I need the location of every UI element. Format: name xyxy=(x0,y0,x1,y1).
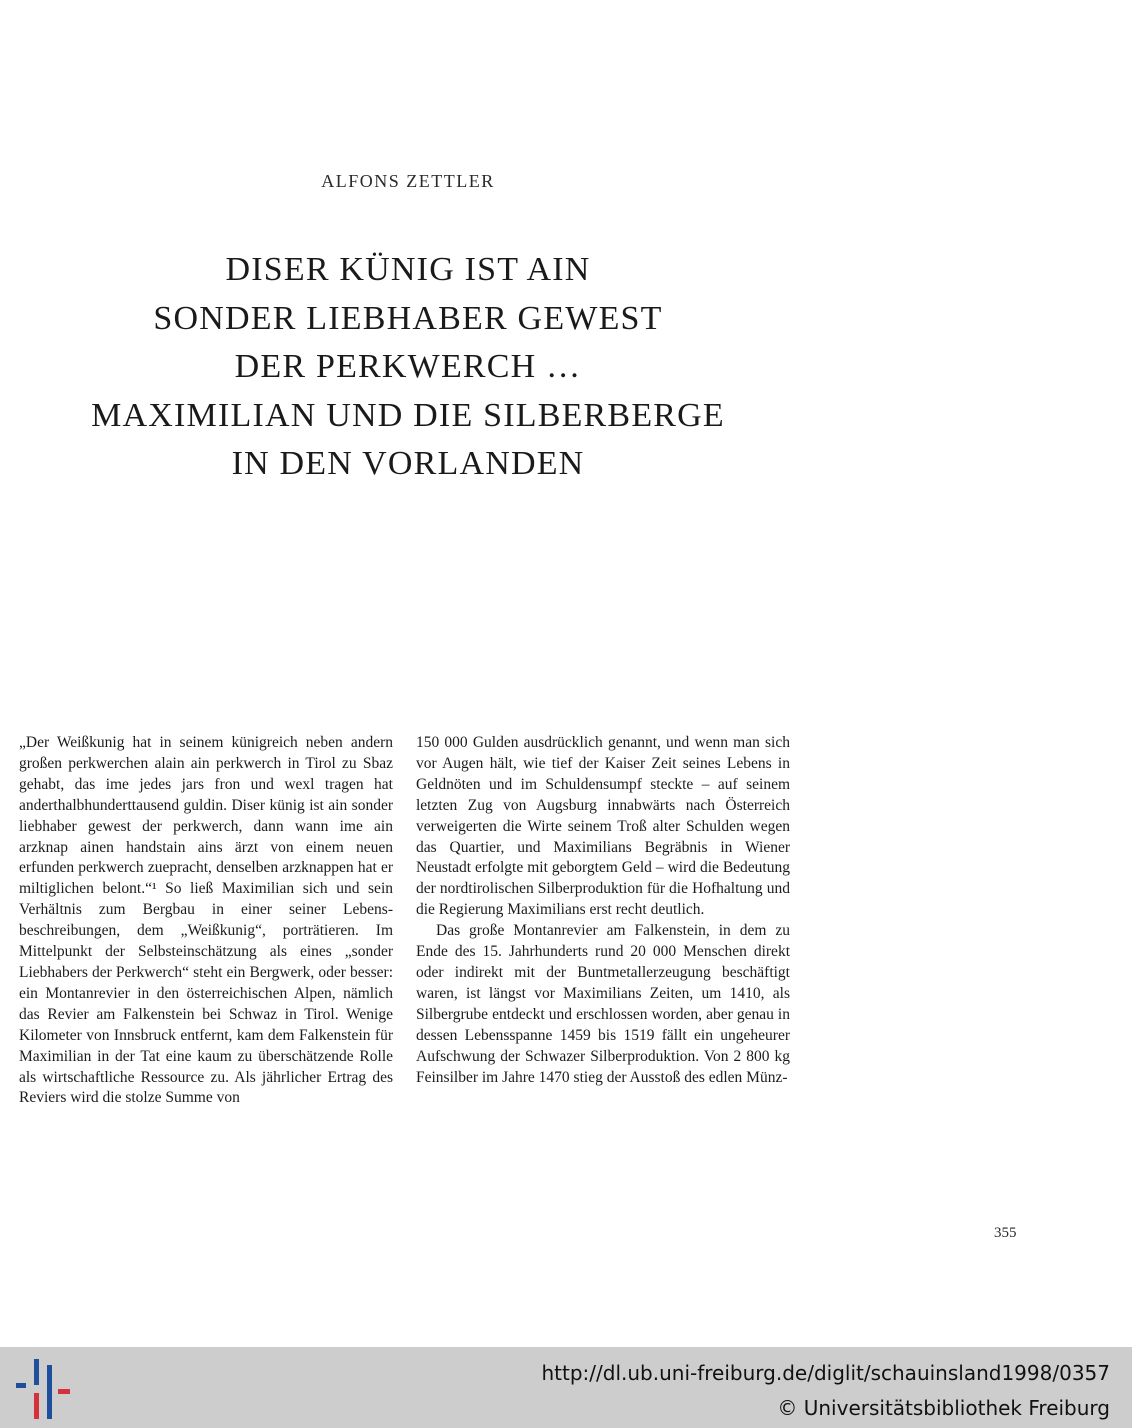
body-column-right xyxy=(416,733,790,1088)
copyright-notice: © Universitätsbibliothek Freiburg xyxy=(777,1396,1110,1420)
ub-freiburg-logo-icon xyxy=(14,1359,74,1419)
body-column-left xyxy=(19,733,393,1109)
body-paragraph: Das große Montanrevier am Falkenstein, in dem zu Ende des 15. Jahrhunderts rund 20 000 Menschen direkt oder indirekt mit der Buntmetallerzeugung beschäftigt waren, ist längst vor Maximilians Zeiten, um 1410, als Silbergrube entdeckt und erschlossen worden, aber genau in dessen Lebensspanne 1459 bis 1519 fällt ein ungeheurer Aufschwung der Schwazer Silberproduktion. Von 2 800 kg Feinsilber im Jahre 1470 stieg der Ausstoß des edlen Münz- xyxy=(416,922,790,1086)
title-line: SONDER LIEBHABER GEWEST xyxy=(153,299,663,337)
title-line: DISER KÜNIG IST AIN xyxy=(225,251,591,288)
title-line: DER PERKWERCH … xyxy=(234,348,582,385)
article-title xyxy=(30,246,786,489)
body-paragraph: „Der Weißkunig hat in seinem künigreich neben andern großen perkwerchen alain ain perkwerch in Tirol zu Sbaz gehabt, das ime jedes jars fron und wexl tragen hat anderthalbhunderttausend guldin. Diser künig ist ain sonder liebhaber gewest der perkwerch, dann wann ime ain arzknap ainen handstain ains ärzt von einem neuen erfunden perkwerch zuepracht, denselben arzknappen hat er miltiglichen belont.“¹ So ließ Maximilian sich und sein Verhältnis zum Bergbau in einer seiner Lebensbeschreibungen, dem „Weißkunig“, porträtieren. Im Mittelpunkt der Selbsteinschätzung als eines „sonder Liebhabers der Perkwerch“ steht ein Bergwerk, oder besser: ein Montanrevier in den österreichischen Alpen, nämlich das Revier am Falkenstein bei Schwaz in Tirol. Wenige Kilometer von Innsbruck entfernt, kam dem Falkenstein für Maximilian in der Tat eine kaum zu überschätzende Rolle als wirtschaftliche Ressource zu. Als jährlicher Ertrag des Reviers wird die stolze Summe von xyxy=(19,734,393,1107)
title-line: MAXIMILIAN UND DIE SILBERBERGE xyxy=(91,396,725,434)
page-number: 355 xyxy=(994,1225,1017,1241)
body-paragraph: 150 000 Gulden ausdrücklich genannt, und wenn man sich vor Augen hält, wie tief der Kaiser Zeit seines Lebens in Geldnöten und im Schuldensumpf steckte – auf seinem letzten Zug von Augsburg innabwärts nach Österreich verweigerten die Wirte seinem Troß alter Schulden wegen das Quartier, und Maximilians Begräbnis in Wiener Neustadt erfolgte mit geborgtem Geld – wird die Bedeutung der nordtirolischen Silberproduktion für die Hofhaltung und die Regierung Maximilians erst recht deutlich. xyxy=(416,734,790,919)
source-url[interactable]: http://dl.ub.uni-freiburg.de/diglit/schauinsland1998/0357 xyxy=(541,1361,1110,1385)
footer-bar xyxy=(0,1347,1132,1428)
author-name: ALFONS ZETTLER xyxy=(321,171,495,191)
title-line: IN DEN VORLANDEN xyxy=(231,445,585,482)
